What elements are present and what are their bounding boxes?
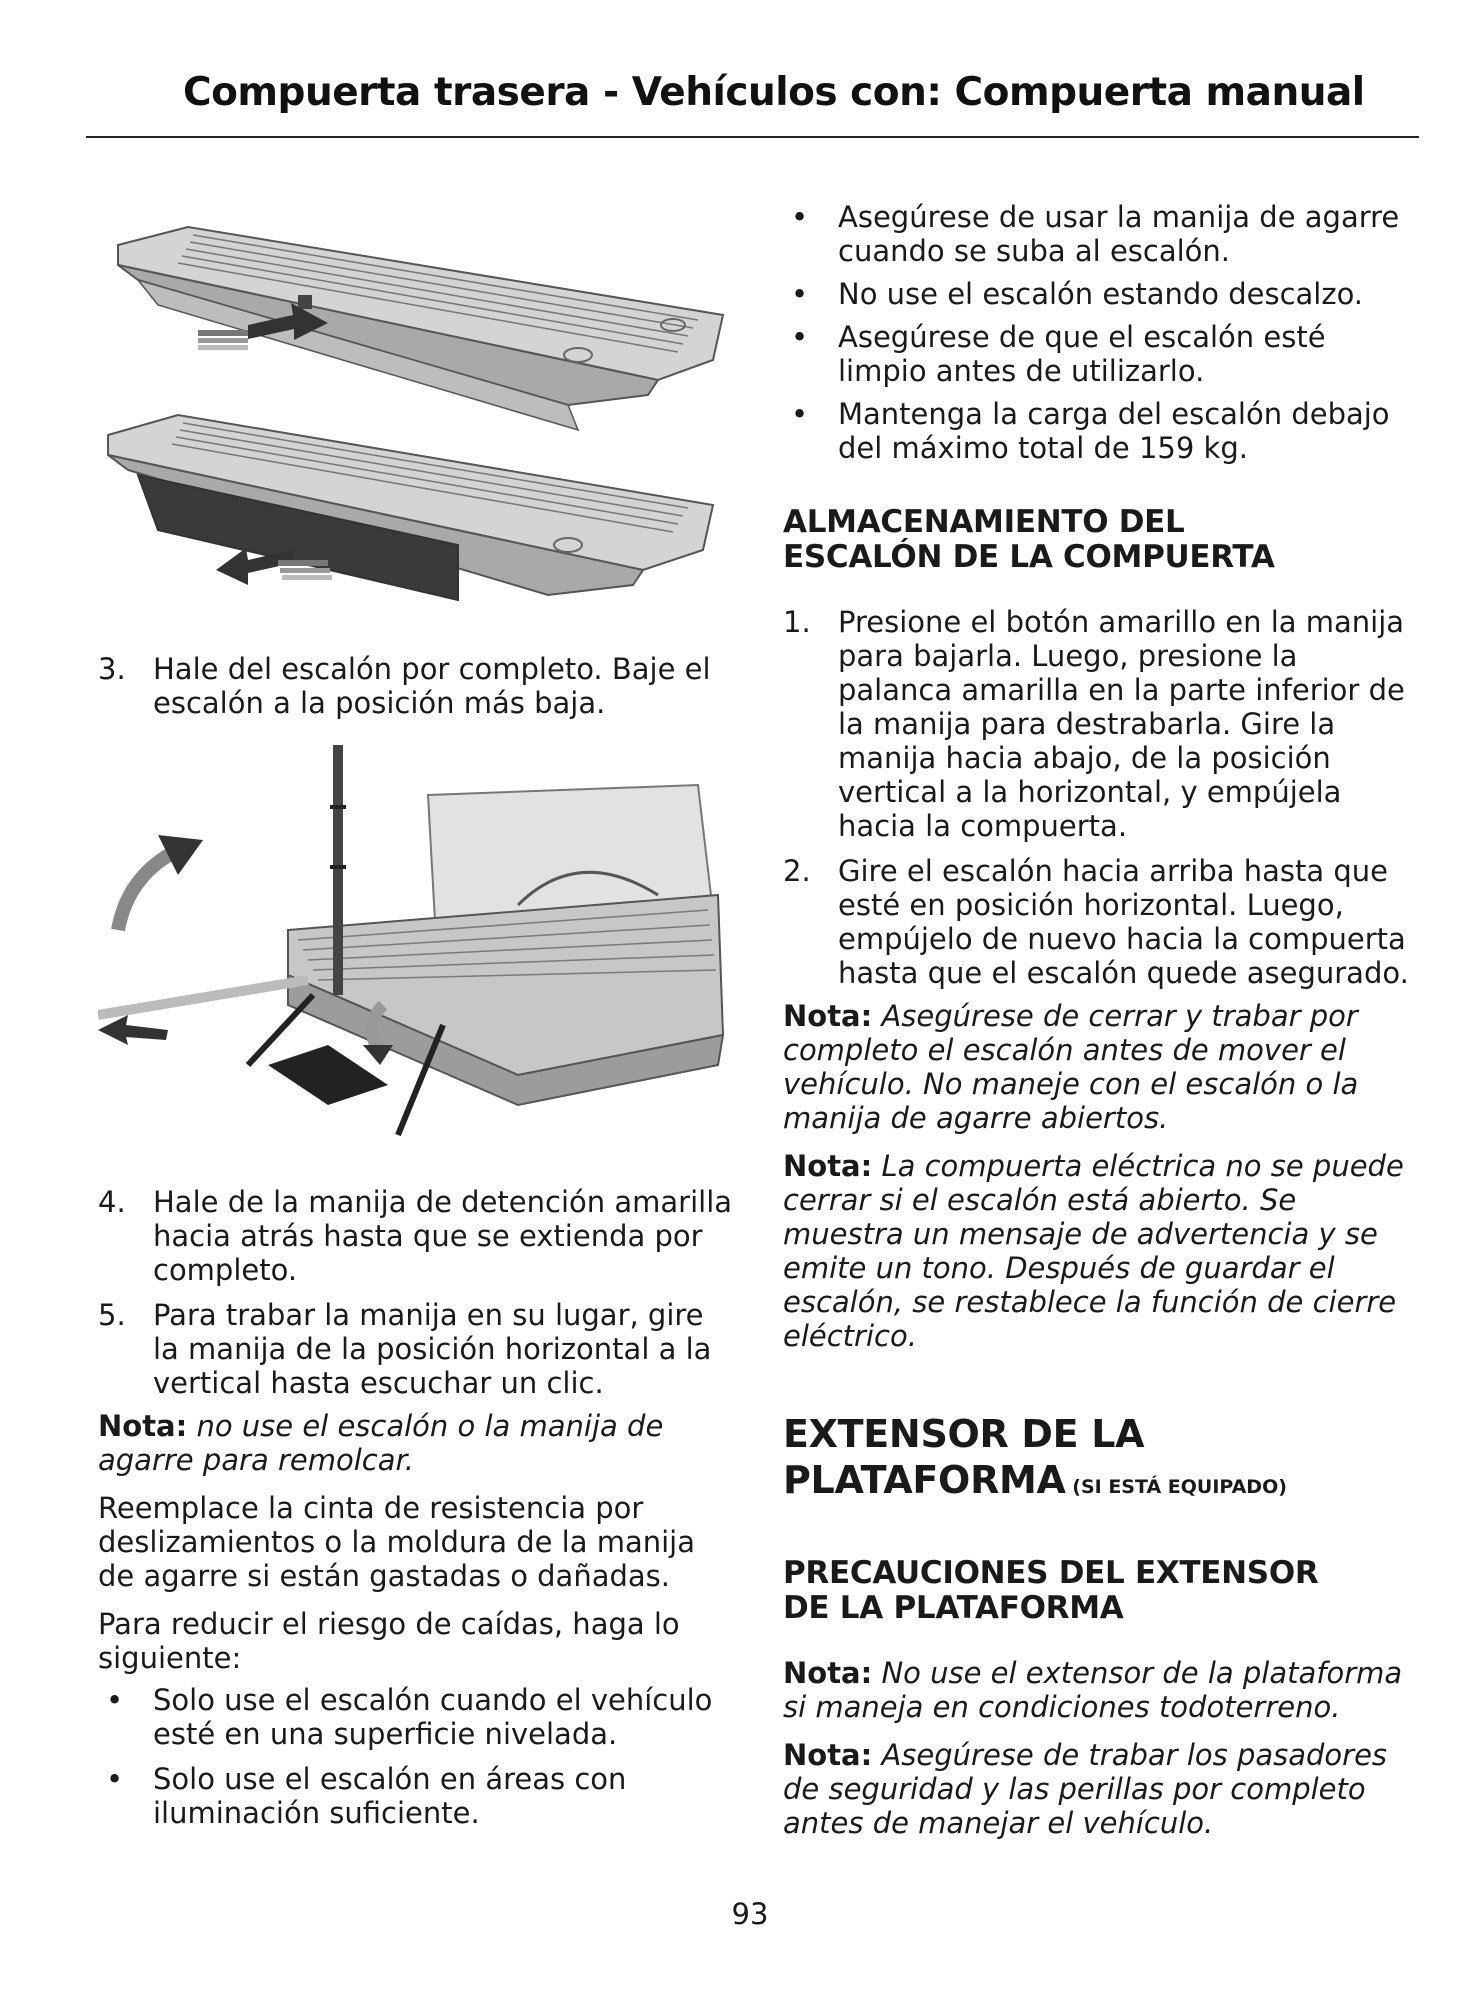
note-text: Asegúrese de cerrar y trabar por completo el escalón antes de mover el vehículo. No maneje con el escalón o la manija de agarre abiertos. <box>783 999 1359 1135</box>
page-number: 93 <box>731 1897 769 1931</box>
bullet-item: • No use el escalón estando descalzo. <box>791 277 1364 311</box>
header-divider <box>86 136 1419 138</box>
bullet-text: No use el escalón estando descalzo. <box>838 277 1364 311</box>
tailgate-bed <box>288 785 723 1105</box>
bullet-text: Mantenga la carga del escalón debajo del máximo total de 159 kg. <box>838 397 1390 465</box>
note-power-tailgate <box>783 1149 1413 1353</box>
bullet-text: Asegúrese de que el escalón esté limpio antes de utilizarlo. <box>838 320 1326 388</box>
note-label: Nota: <box>783 1738 873 1772</box>
step-number: 5. <box>98 1298 126 1332</box>
note-safety-pins <box>783 1738 1413 1840</box>
step-number: 3. <box>98 652 126 686</box>
bullet-item: • Solo use el escalón cuando el vehículo esté en una superficie nivelada. <box>106 1683 713 1751</box>
bullet-item: • Asegúrese de usar la manija de agarre cuando se suba al escalón. <box>791 200 1400 268</box>
precautions-heading: PRECAUCIONES DEL EXTENSOR DE LA PLATAFORMA <box>783 1555 1319 1626</box>
bullet-text: Solo use el escalón cuando el vehículo esté en una superficie nivelada. <box>153 1683 713 1751</box>
bullet-item: • Mantenga la carga del escalón debajo del máximo total de 159 kg. <box>791 397 1390 465</box>
step-text: Hale de la manija de detención amarilla hacia atrás hasta que se extienda por completo. <box>153 1185 733 1287</box>
step-text: Hale del escalón por completo. Baje el escalón a la posición más baja. <box>153 652 711 720</box>
step-text: Presione el botón amarillo en la manija para bajarla. Luego, presione la palanca amarilla en la parte inferior de la manija para destrabarla. Gire la manija hacia abajo, de la posición vertical a la horizontal, y empújela hacia la compuerta. <box>838 605 1405 843</box>
storage-heading: ALMACENAMIENTO DEL ESCALÓN DE LA COMPUERTA <box>783 504 1275 575</box>
note-close-step <box>783 999 1413 1135</box>
note-text: No use el extensor de la plataforma si maneja en condiciones todoterreno. <box>783 1656 1403 1724</box>
page-title: Compuerta trasera - Vehículos con: Compuerta manual <box>183 70 1365 115</box>
equipped-tag: (SI ESTÁ EQUIPADO) <box>1065 1476 1287 1498</box>
note-offroad <box>783 1656 1413 1724</box>
tailgate-step-illustration <box>98 205 728 620</box>
note-text: no use el escalón o la manija de agarre para remolcar. <box>98 1409 664 1477</box>
bullet-text: Solo use el escalón en áreas con iluminación suficiente. <box>153 1762 627 1830</box>
grab-handle-illustration <box>98 745 728 1145</box>
tailgate-open-view <box>108 415 713 600</box>
note-label: Nota: <box>783 999 873 1033</box>
note-text: La compuerta eléctrica no se puede cerrar si el escalón está abierto. Se muestra un mensaje de advertencia y se emite un tono. Después de guardar el escalón, se restablece la función de cierre eléctrico. <box>783 1149 1404 1353</box>
step-number: 4. <box>98 1185 126 1219</box>
note-text: Asegúrese de trabar los pasadores de seguridad y las perillas por completo antes de manejar el vehículo. <box>783 1738 1388 1840</box>
extensor-heading: EXTENSOR DE LA PLATAFORMA (SI ESTÁ EQUIPADO) <box>783 1412 1287 1502</box>
extension-bar <box>98 980 308 1015</box>
note-label: Nota: <box>783 1656 873 1690</box>
step-3 <box>98 652 738 720</box>
paragraph-reduce-risk: Para reducir el riesgo de caídas, haga lo siguiente: <box>98 1607 680 1675</box>
tailgate-closed-view <box>118 227 723 430</box>
bullet-item: • Asegúrese de que el escalón esté limpio antes de utilizarlo. <box>791 320 1326 388</box>
paragraph-replace-tape: Reemplace la cinta de resistencia por deslizamientos o la moldura de la manija de agarre si están gastadas o dañadas. <box>98 1491 695 1593</box>
pull-back-arrow-icon <box>98 1015 168 1045</box>
bullet-item: • Solo use el escalón en áreas con iluminación suficiente. <box>106 1762 627 1830</box>
step-text: Para trabar la manija en su lugar, gire la manija de la posición horizontal a la vertical hasta escuchar un clic. <box>153 1298 712 1400</box>
step-number: 2. <box>783 854 811 888</box>
note-label: Nota: <box>98 1409 188 1443</box>
rotate-up-arrow-icon <box>118 835 203 930</box>
bullet-text: Asegúrese de usar la manija de agarre cuando se suba al escalón. <box>838 200 1400 268</box>
step-number: 1. <box>783 605 811 639</box>
note-label: Nota: <box>783 1149 873 1183</box>
step-text: Gire el escalón hacia arriba hasta que esté en posición horizontal. Luego, empújelo de nuevo hacia la compuerta hasta que el escalón quede asegurado. <box>838 854 1409 990</box>
note-towing <box>98 1409 738 1477</box>
step-4 <box>98 1185 738 1287</box>
step-1 <box>783 605 1413 843</box>
step-2 <box>783 854 1413 990</box>
step-5 <box>98 1298 738 1400</box>
